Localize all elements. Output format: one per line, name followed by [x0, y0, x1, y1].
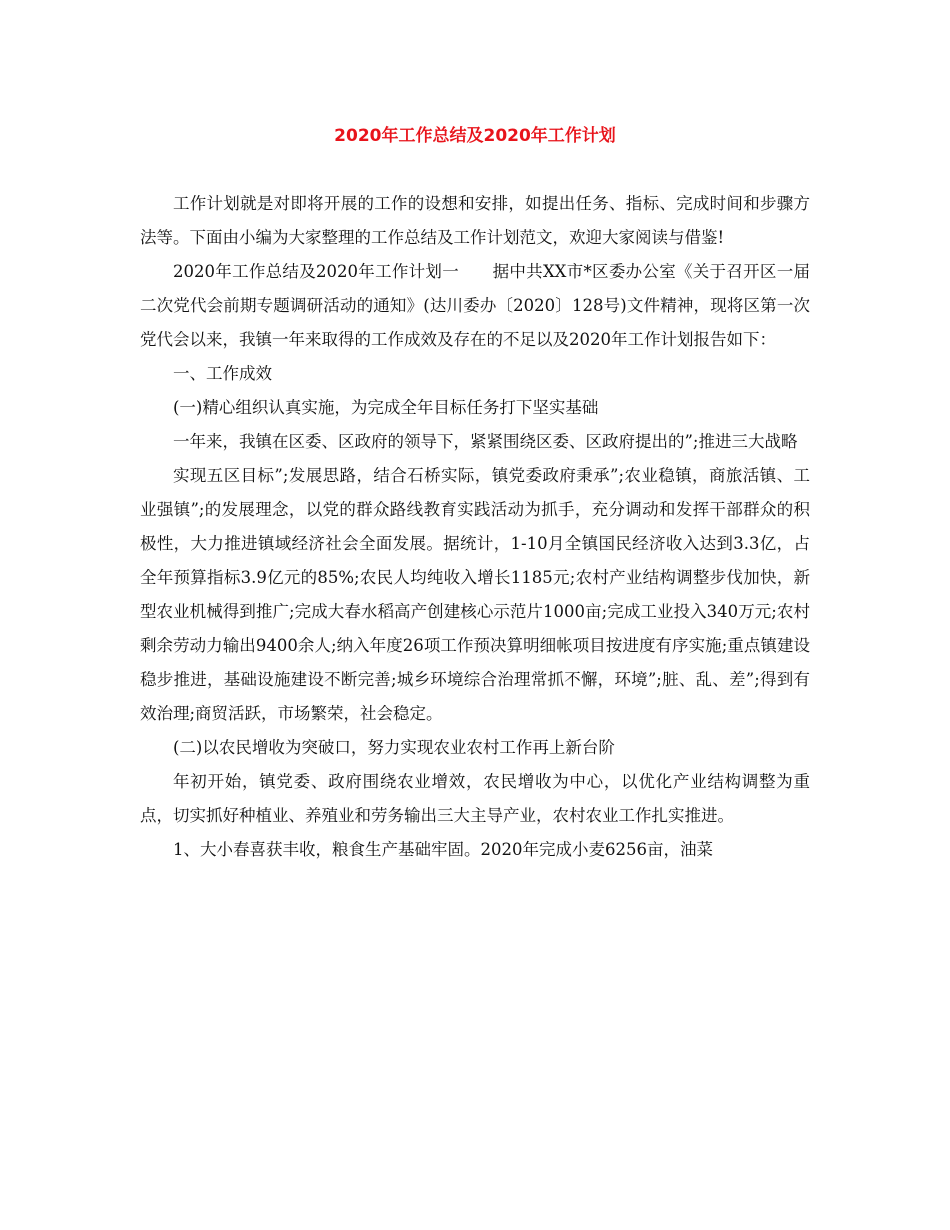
paragraph-intro: 工作计划就是对即将开展的工作的设想和安排，如提出任务、指标、完成时间和步骤方法等。下面由小编为大家整理的工作总结及工作计划范文，欢迎大家阅读与借鉴!	[140, 194, 810, 247]
paragraph-statistics: 实现五区目标”;发展思路，结合石桥实际，镇党委政府秉承”;农业稳镇，商旅活镇、工业强镇”;的发展理念，以党的群众路线教育实践活动为抓手，充分调动和发挥干部群众的积极性，大力推进镇域经济社会全面发展。据统计，1-10月全镇国民经济收入达到3.3亿，占全年预算指标3.9亿元的85%;农民人均纯收入增长1185元;农村产业结构调整步伐加快，新型农业机械得到推广;完成大春水稻高产创建核心示范片1000亩;完成工业投入340万元;农村剩余劳动力输出9400余人;纳入年度26项工作预决算明细帐项目按进度有序实施;重点镇建设稳步推进，基础设施建设不断完善;城乡环境综合治理常抓不懈，环境”;脏、乱、差”;得到有效治理;商贸活跃，市场繁荣，社会稳定。	[140, 466, 810, 723]
document-body	[140, 187, 810, 867]
subheading-farmer-income: (二)以农民增收为突破口，努力实现农业农村工作再上新台阶	[173, 738, 615, 757]
document-title: 2020年工作总结及2020年工作计划	[334, 126, 616, 146]
paragraph-agriculture: 年初开始，镇党委、政府围绕农业增效，农民增收为中心，以优化产业结构调整为重点，切实抓好种植业、养殖业和劳务输出三大主导产业，农村农业工作扎实推进。	[140, 772, 810, 825]
heading-work-results: 一、工作成效	[173, 364, 272, 383]
subheading-organize: (一)精心组织认真实施，为完成全年目标任务打下坚实基础	[173, 398, 599, 417]
paragraph-year-overview: 一年来，我镇在区委、区政府的领导下，紧紧围绕区委、区政府提出的”;推进三大战略	[173, 432, 798, 451]
paragraph-harvest: 1、大小春喜获丰收，粮食生产基础牢固。2020年完成小麦6256亩，油菜	[173, 840, 713, 859]
paragraph-plan-one: 2020年工作总结及2020年工作计划一 据中共XX市*区委办公室《关于召开区一届二次党代会前期专题调研活动的通知》(达川委办〔2020〕128号)文件精神，现将区第一次党代会以来，我镇一年来取得的工作成效及存在的不足以及2020年工作计划报告如下：	[140, 262, 810, 349]
